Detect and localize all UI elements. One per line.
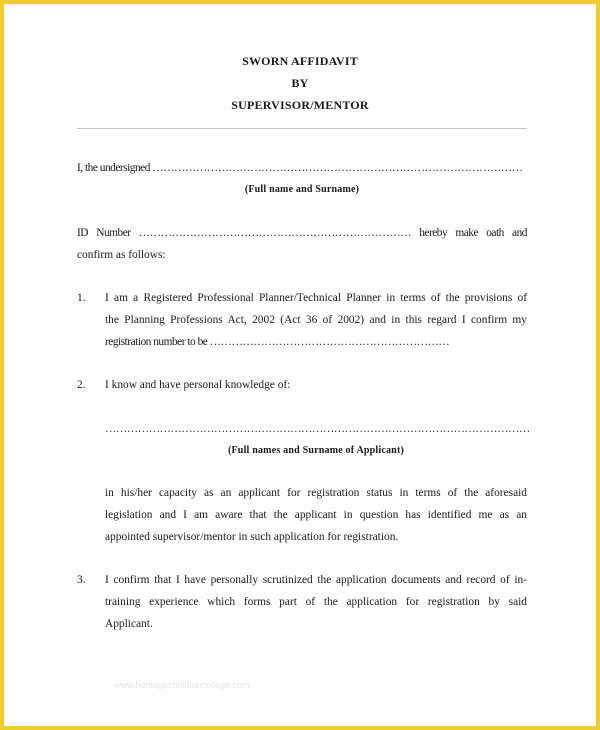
applicant-name-line: ……………………………………………………………………………………………………… [105, 423, 530, 435]
item-3-line: Applicant. [105, 618, 153, 630]
fullname-caption: (Full name and Surname) [244, 184, 360, 195]
item-2-line: I know and have personal knowledge of: [105, 379, 291, 391]
registration-number-line: registration number to be ………………………………………………………… [105, 336, 450, 348]
item-1-line: I am a Registered Professional Planner/Technical Planner in terms of the provisions of [105, 292, 527, 304]
item-number: 3. [77, 574, 86, 586]
applicant-caption: (Full names and Surname of Applicant) [227, 445, 405, 456]
item-2-paragraph-line: appointed supervisor/mentor in such application for registration. [105, 531, 399, 543]
item-2-paragraph-line: legislation and I am aware that the applicant in question has identified me as an [105, 509, 527, 521]
header-divider [77, 128, 527, 129]
document-title: SWORN AFFIDAVIT [242, 54, 358, 68]
item-number: 2. [77, 379, 86, 391]
undersigned-line: I, the undersigned ………………………………………………………………………………………… [77, 162, 523, 174]
item-number: 1. [77, 292, 86, 304]
item-3-line: I confirm that I have personally scrutinized the application documents and record of in- [105, 574, 527, 586]
item-1-line: the Planning Professions Act, 2002 (Act 36 of 2002) and in this regard I confirm my [105, 314, 527, 326]
watermark: www.heritagechristiancollege.com [114, 680, 250, 690]
confirm-line: confirm as follows: [77, 249, 166, 261]
document-subtitle: SUPERVISOR/MENTOR [231, 98, 369, 112]
document-title-by: BY [291, 76, 309, 90]
item-2-paragraph-line: in his/her capacity as an applicant for registration status in terms of the aforesaid [105, 487, 527, 499]
document-page [4, 4, 596, 726]
item-3-line: training experience which forms part of the application for registration by said [105, 596, 527, 608]
id-number-line: ID Number ………………………………………………………………… hereby make oath and [77, 227, 527, 239]
